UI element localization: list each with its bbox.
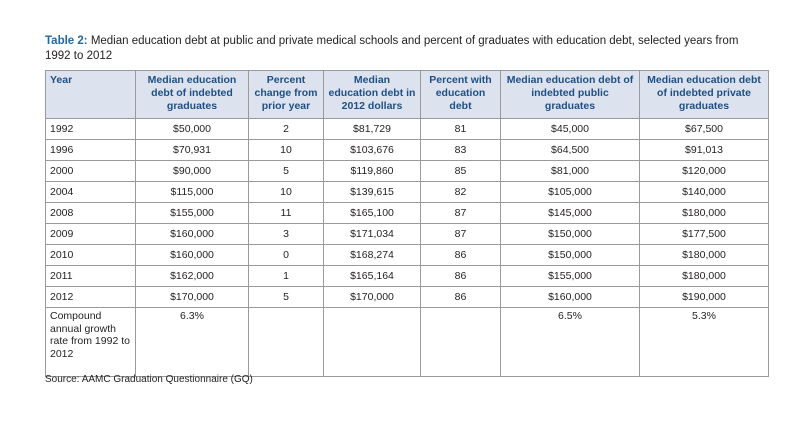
cell-year: 1992 [46, 119, 136, 140]
table-row [46, 182, 769, 203]
cell-debt-2012-dollars: $81,729 [324, 119, 421, 140]
cell-percent-change: 1 [249, 266, 324, 287]
cell-year: 2011 [46, 266, 136, 287]
cell-public-debt: $150,000 [501, 224, 640, 245]
cell-debt-2012-dollars: $165,100 [324, 203, 421, 224]
education-debt-table [45, 70, 769, 377]
table-row [46, 161, 769, 182]
cell-percent-with-debt: 86 [421, 245, 501, 266]
cell-year: 2012 [46, 287, 136, 308]
cell-debt-2012-dollars: $165,164 [324, 266, 421, 287]
cell-private-debt: $180,000 [640, 245, 769, 266]
cell-median-debt: $162,000 [136, 266, 249, 287]
table-row [46, 119, 769, 140]
table-row [46, 203, 769, 224]
cell-public-debt: 6.5% [501, 308, 640, 377]
cell-median-debt: $90,000 [136, 161, 249, 182]
header-private-debt: Median education debt of indebted private graduates [640, 71, 769, 119]
cell-private-debt: $180,000 [640, 203, 769, 224]
cell-percent-change: 10 [249, 140, 324, 161]
table-row [46, 266, 769, 287]
cell-percent-change: 5 [249, 287, 324, 308]
cell-private-debt: $177,500 [640, 224, 769, 245]
cell-year: 2004 [46, 182, 136, 203]
cell-private-debt: $190,000 [640, 287, 769, 308]
cell-percent-change: 5 [249, 161, 324, 182]
header-debt-2012-dollars: Median education debt in 2012 dollars [324, 71, 421, 119]
cell-private-debt: 5.3% [640, 308, 769, 377]
cell-median-debt: $170,000 [136, 287, 249, 308]
caption-label: Table 2: [45, 35, 88, 47]
cell-debt-2012-dollars: $168,274 [324, 245, 421, 266]
cell-debt-2012-dollars: $170,000 [324, 287, 421, 308]
cell-median-debt: $155,000 [136, 203, 249, 224]
cell-percent-with-debt: 87 [421, 203, 501, 224]
table-row [46, 245, 769, 266]
cell-percent-with-debt: 83 [421, 140, 501, 161]
table-header [46, 71, 769, 119]
cell-percent-with-debt: 82 [421, 182, 501, 203]
table-row [46, 287, 769, 308]
header-public-debt: Median education debt of indebted public graduates [501, 71, 640, 119]
cell-year: 2008 [46, 203, 136, 224]
cell-public-debt: $45,000 [501, 119, 640, 140]
cell-percent-change: 3 [249, 224, 324, 245]
cell-private-debt: $91,013 [640, 140, 769, 161]
cell-year: 1996 [46, 140, 136, 161]
cell-public-debt: $105,000 [501, 182, 640, 203]
header-year: Year [46, 71, 136, 119]
cell-percent-with-debt: 86 [421, 287, 501, 308]
cell-year: 2000 [46, 161, 136, 182]
table-body [46, 119, 769, 377]
cell-public-debt: $81,000 [501, 161, 640, 182]
cell-percent-change: 11 [249, 203, 324, 224]
cell-debt-2012-dollars: $139,615 [324, 182, 421, 203]
cell-median-debt: $160,000 [136, 224, 249, 245]
cell-percent-with-debt: 87 [421, 224, 501, 245]
cell-public-debt: $155,000 [501, 266, 640, 287]
cell-percent-change: 0 [249, 245, 324, 266]
cell-private-debt: $120,000 [640, 161, 769, 182]
cell-median-debt: $160,000 [136, 245, 249, 266]
header-row [46, 71, 769, 119]
cell-year: 2009 [46, 224, 136, 245]
cell-debt-2012-dollars: $103,676 [324, 140, 421, 161]
cell-debt-2012-dollars: $171,034 [324, 224, 421, 245]
cell-public-debt: $150,000 [501, 245, 640, 266]
cell-year: Compound annual growth rate from 1992 to 2012 [46, 308, 136, 377]
caption-text: Median education debt at public and private medical schools and percent of graduates with education debt, selected years from 1992 to 2012 [45, 35, 739, 62]
cell-percent-change: 2 [249, 119, 324, 140]
table-row [46, 308, 769, 377]
cell-public-debt: $64,500 [501, 140, 640, 161]
header-percent-change: Percent change from prior year [249, 71, 324, 119]
header-percent-with-debt: Percent with education debt [421, 71, 501, 119]
table-row [46, 224, 769, 245]
cell-public-debt: $160,000 [501, 287, 640, 308]
cell-public-debt: $145,000 [501, 203, 640, 224]
cell-median-debt: $50,000 [136, 119, 249, 140]
cell-median-debt: $70,931 [136, 140, 249, 161]
cell-private-debt: $180,000 [640, 266, 769, 287]
header-median-debt: Median education debt of indebted graduates [136, 71, 249, 119]
source-note: Source: AAMC Graduation Questionnaire (GQ) [45, 374, 253, 385]
cell-year: 2010 [46, 245, 136, 266]
cell-private-debt: $140,000 [640, 182, 769, 203]
cell-percent-with-debt [421, 308, 501, 377]
cell-percent-change [249, 308, 324, 377]
cell-median-debt: 6.3% [136, 308, 249, 377]
cell-median-debt: $115,000 [136, 182, 249, 203]
cell-percent-change: 10 [249, 182, 324, 203]
cell-percent-with-debt: 81 [421, 119, 501, 140]
cell-percent-with-debt: 86 [421, 266, 501, 287]
table-caption [45, 34, 765, 64]
cell-debt-2012-dollars [324, 308, 421, 377]
cell-percent-with-debt: 85 [421, 161, 501, 182]
cell-private-debt: $67,500 [640, 119, 769, 140]
cell-debt-2012-dollars: $119,860 [324, 161, 421, 182]
table-row [46, 140, 769, 161]
